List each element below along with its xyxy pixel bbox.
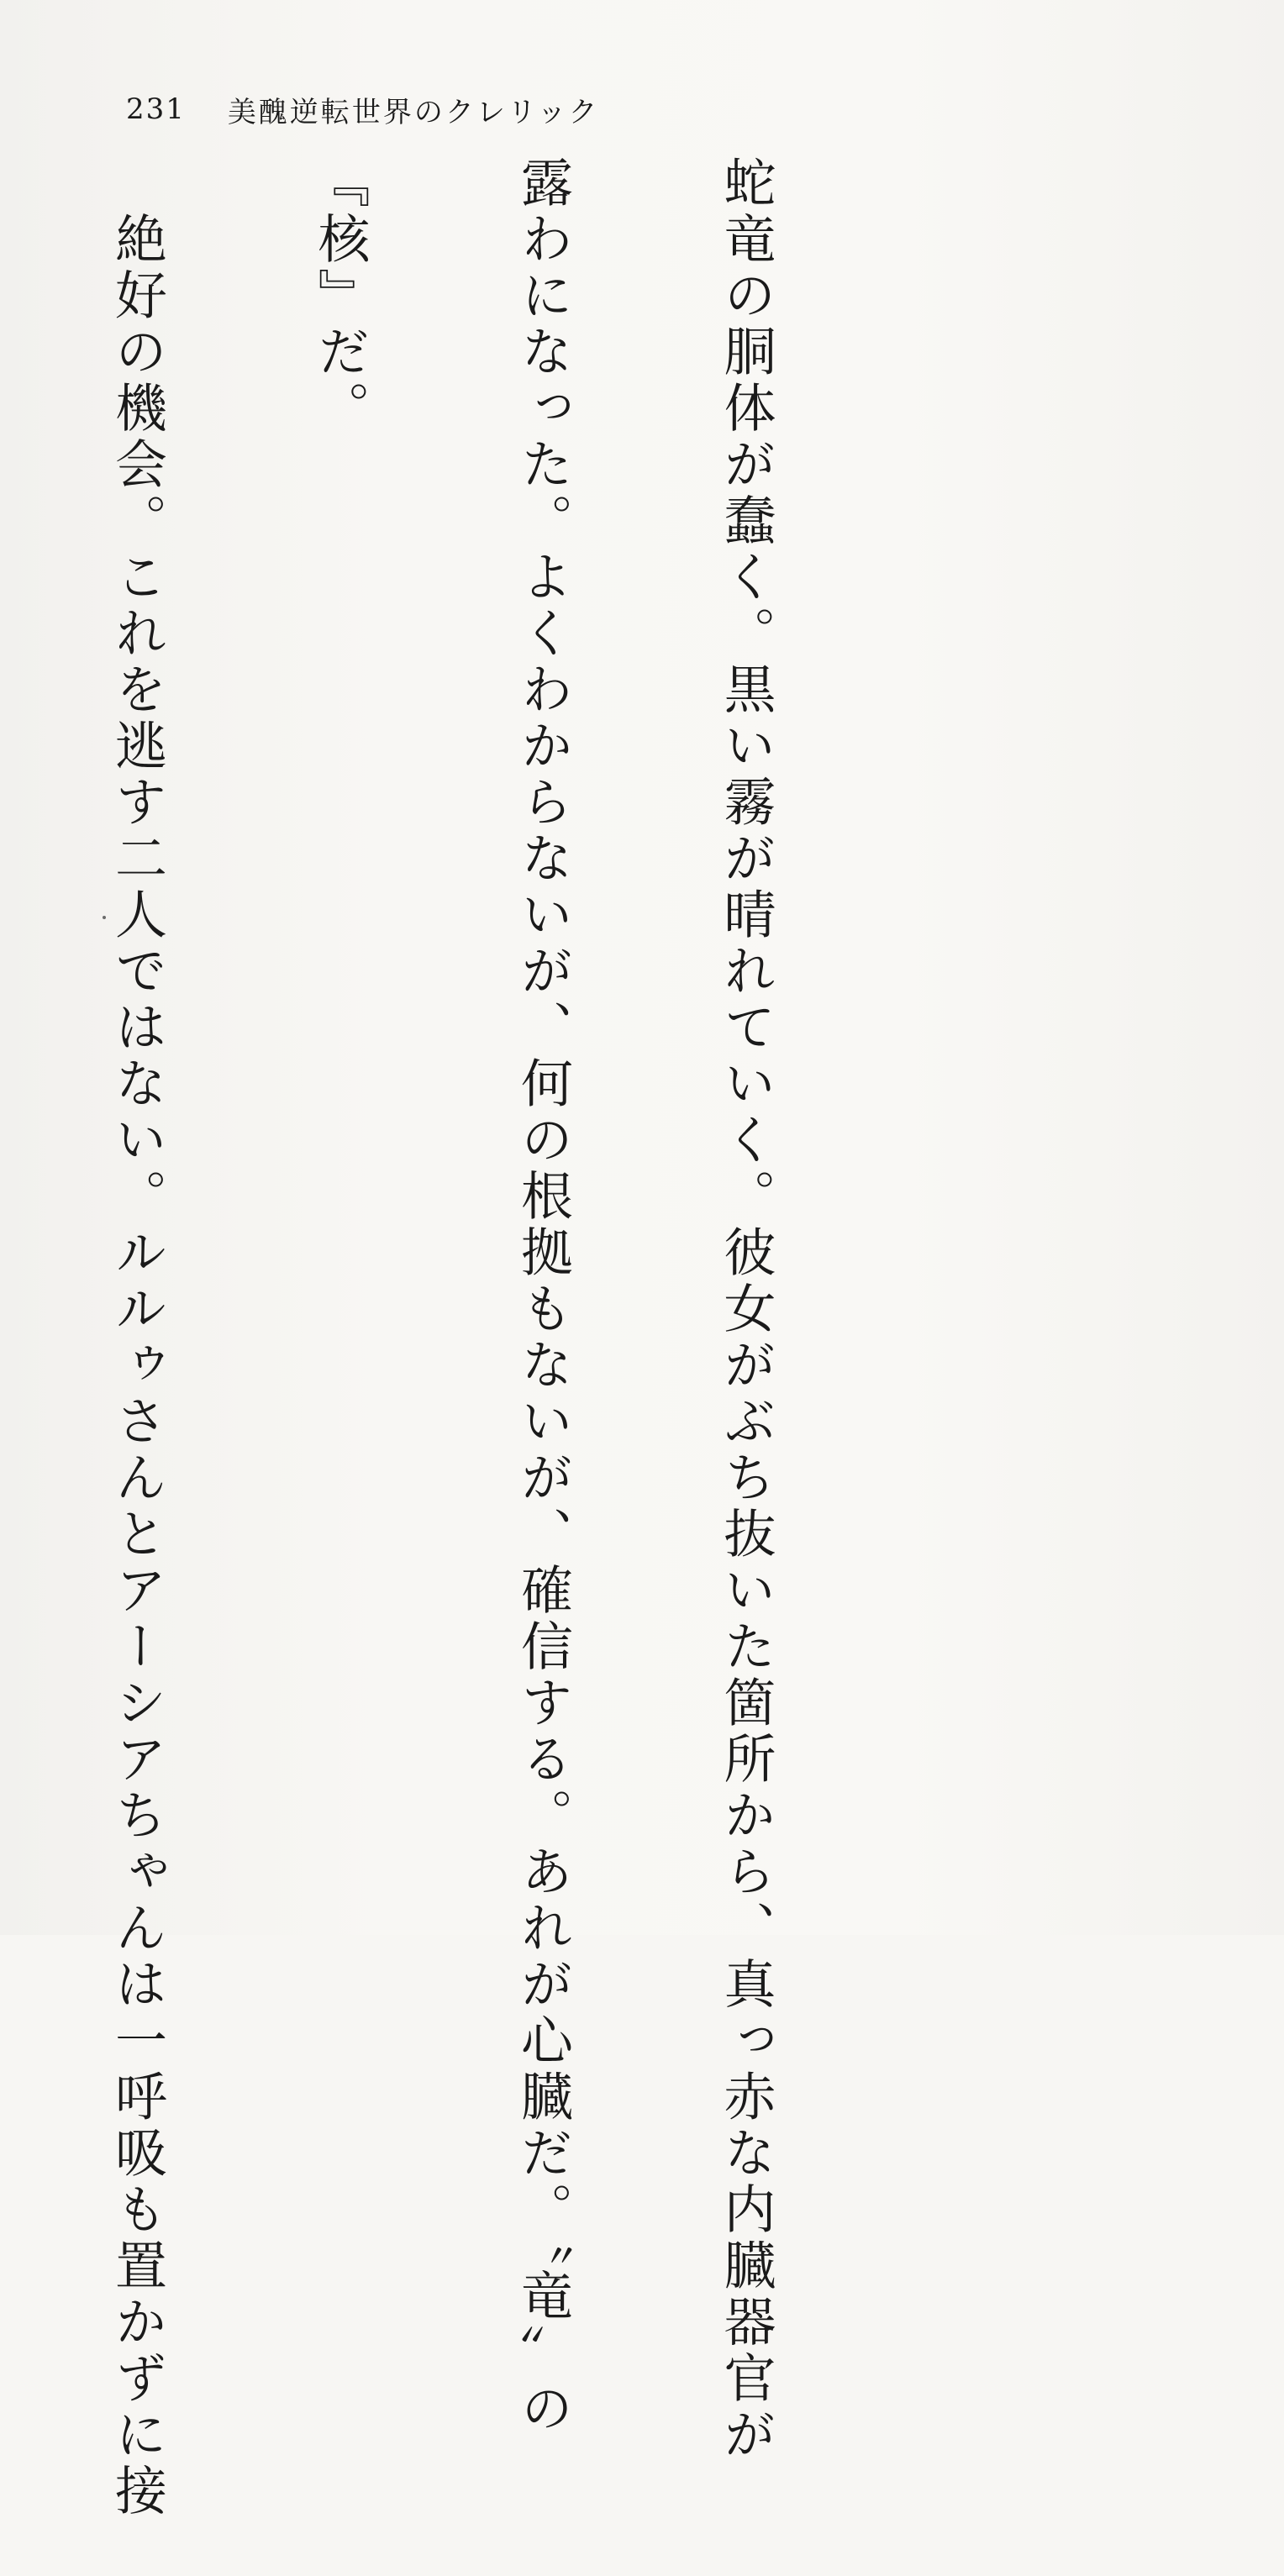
text-line-3: 『核』だ。 — [309, 155, 371, 437]
text-line-2: 露わになった。よくわからないが、何の根拠もないが、確信する。あれが心臓だ。〝竜〟の — [512, 155, 574, 2437]
text-line-4: 絶好の機会。これを逃す二人ではない。ルルゥさんとアーシアちゃんは一呼吸も置かずに接 — [106, 155, 168, 2520]
text-line-1: 蛇竜の胴体が蠢く。黒い霧が晴れていく。彼女がぶち抜いた箇所から、真っ赤な内臓器官が — [715, 155, 776, 2463]
page-number: 231 — [126, 92, 186, 126]
vertical-body-text — [0, 155, 914, 2520]
book-title: 美醜逆転世界のクレリック — [227, 95, 600, 129]
running-header — [126, 87, 600, 131]
paper-speck — [103, 916, 106, 919]
